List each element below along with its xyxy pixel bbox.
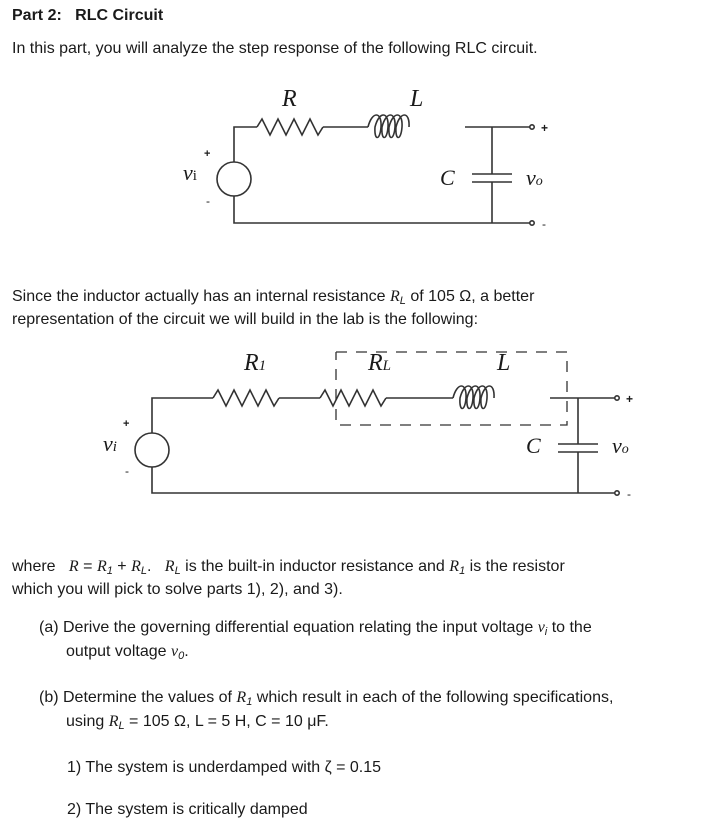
where-r1-sub: 1 bbox=[106, 565, 113, 577]
part-b-text-a: (b) Determine the values of bbox=[39, 689, 237, 706]
rl2-symbol: R bbox=[368, 350, 383, 376]
para1-line2: representation of the circuit we will build in the lab is the following: bbox=[12, 311, 479, 328]
where-plus: + bbox=[112, 558, 132, 575]
where-r12-sub: 1 bbox=[459, 565, 466, 577]
r1-subscript: 1 bbox=[258, 358, 267, 374]
para1-line1 bbox=[12, 287, 534, 311]
capacitor-c-symbol bbox=[472, 174, 512, 182]
where-text-c: is the resistor bbox=[465, 558, 565, 575]
para1-text-b: of 105 Ω, a better bbox=[405, 288, 535, 305]
r1-symbol: R bbox=[244, 350, 259, 376]
where-r: R bbox=[68, 558, 79, 575]
rl-symbol: R bbox=[390, 288, 400, 305]
label-vo bbox=[526, 166, 543, 194]
label-vi bbox=[183, 161, 197, 188]
where-r1: R bbox=[96, 558, 107, 575]
part-b-r1-sub: 1 bbox=[246, 696, 253, 708]
resistor-r1-symbol bbox=[213, 390, 279, 406]
where-text-b: is the built-in inductor resistance and bbox=[180, 558, 450, 575]
vo-plus-terminal bbox=[530, 125, 534, 129]
para1-text-a: Since the inductor actually has an internal resistance bbox=[12, 288, 390, 305]
where-line1 bbox=[12, 557, 565, 581]
vo2-symbol: v bbox=[612, 433, 622, 458]
part-b-line1 bbox=[39, 688, 613, 712]
vo-symbol: v bbox=[526, 165, 536, 190]
vo2-subscript: o bbox=[621, 442, 629, 457]
part-b-text-b: which result in each of the following specifications, bbox=[252, 689, 614, 706]
part-b-rl: R bbox=[108, 713, 119, 730]
part-b-r1: R bbox=[236, 689, 247, 706]
label-vo-minus: - bbox=[542, 217, 546, 231]
inductor-l2-symbol bbox=[453, 386, 494, 409]
label-rl bbox=[368, 350, 391, 379]
label-vi-minus: - bbox=[206, 194, 210, 208]
label-vo-plus: + bbox=[541, 121, 549, 135]
spec-item: 1) The system is underdamped with ζ = 0.15 bbox=[67, 759, 382, 776]
capacitor-c2-symbol bbox=[558, 444, 598, 452]
label-vi2-minus: - bbox=[125, 464, 129, 478]
part-a-vi: v bbox=[537, 619, 545, 636]
vi2-source-symbol bbox=[135, 433, 169, 467]
label-r1 bbox=[244, 350, 266, 379]
label-c2: C bbox=[526, 433, 541, 458]
part-a-line1 bbox=[39, 618, 592, 642]
vo-minus-terminal bbox=[530, 221, 534, 225]
vi-subscript: i bbox=[192, 168, 197, 184]
part-b-rl-sub: L bbox=[118, 720, 125, 732]
vi2-symbol: v bbox=[103, 431, 113, 456]
rl2-subscript: L bbox=[382, 358, 392, 374]
spec-item: 2) The system is critically damped bbox=[67, 801, 308, 818]
where-line2: which you will pick to solve parts 1), 2), and 3). bbox=[12, 581, 343, 598]
where-eq: = bbox=[78, 558, 97, 575]
resistor-r-symbol bbox=[257, 119, 323, 135]
where-rl-sub: L bbox=[140, 565, 147, 577]
where-rl2: R bbox=[164, 558, 175, 575]
part-a-vi-sub: i bbox=[544, 626, 548, 638]
part-number: Part 2: bbox=[12, 7, 62, 24]
where-word: where bbox=[12, 558, 56, 575]
resistor-rl-symbol bbox=[320, 390, 386, 406]
label-vi2-plus: + bbox=[123, 418, 130, 430]
part-a-text-b: to the bbox=[547, 619, 592, 636]
label-c: C bbox=[440, 165, 455, 190]
part-b-line2 bbox=[66, 712, 329, 736]
vi-source-symbol bbox=[217, 162, 251, 196]
part-a-vo: v bbox=[170, 643, 179, 660]
vo-subscript: o bbox=[535, 174, 543, 189]
part-a-vo-sub: 0 bbox=[178, 650, 185, 662]
label-l: L bbox=[410, 86, 424, 112]
vo2-plus-terminal bbox=[615, 396, 619, 400]
part-b-text-d: = 105 Ω, L = 5 H, C = 10 μF. bbox=[124, 713, 329, 730]
vi-symbol: v bbox=[183, 160, 193, 185]
label-r: R bbox=[282, 86, 297, 112]
label-vo2-minus: - bbox=[627, 487, 631, 501]
where-rl2-sub: L bbox=[174, 565, 181, 577]
intro-text: In this part, you will analyze the step response of the following RLC circuit. bbox=[12, 40, 538, 57]
label-vi2 bbox=[103, 432, 117, 459]
where-dot: . bbox=[146, 558, 152, 575]
part-a-text-c: output voltage bbox=[66, 643, 171, 660]
label-vo2 bbox=[612, 434, 629, 462]
label-vi-plus: + bbox=[204, 148, 211, 160]
where-rl: R bbox=[131, 558, 141, 575]
rl-subscript: L bbox=[399, 295, 406, 307]
part-a-text-a: (a) Derive the governing differential equation relating the input voltage bbox=[39, 619, 538, 636]
part-topic: RLC Circuit bbox=[75, 7, 164, 24]
part-a-line2 bbox=[66, 642, 189, 666]
vi2-subscript: i bbox=[112, 439, 117, 455]
where-r12: R bbox=[449, 558, 460, 575]
label-l2: L bbox=[497, 350, 511, 376]
vo2-minus-terminal bbox=[615, 491, 619, 495]
label-vo2-plus: + bbox=[626, 392, 634, 406]
part-a-period: . bbox=[184, 643, 189, 660]
part-b-text-c: using bbox=[66, 713, 109, 730]
inductor-l-symbol bbox=[368, 115, 409, 138]
